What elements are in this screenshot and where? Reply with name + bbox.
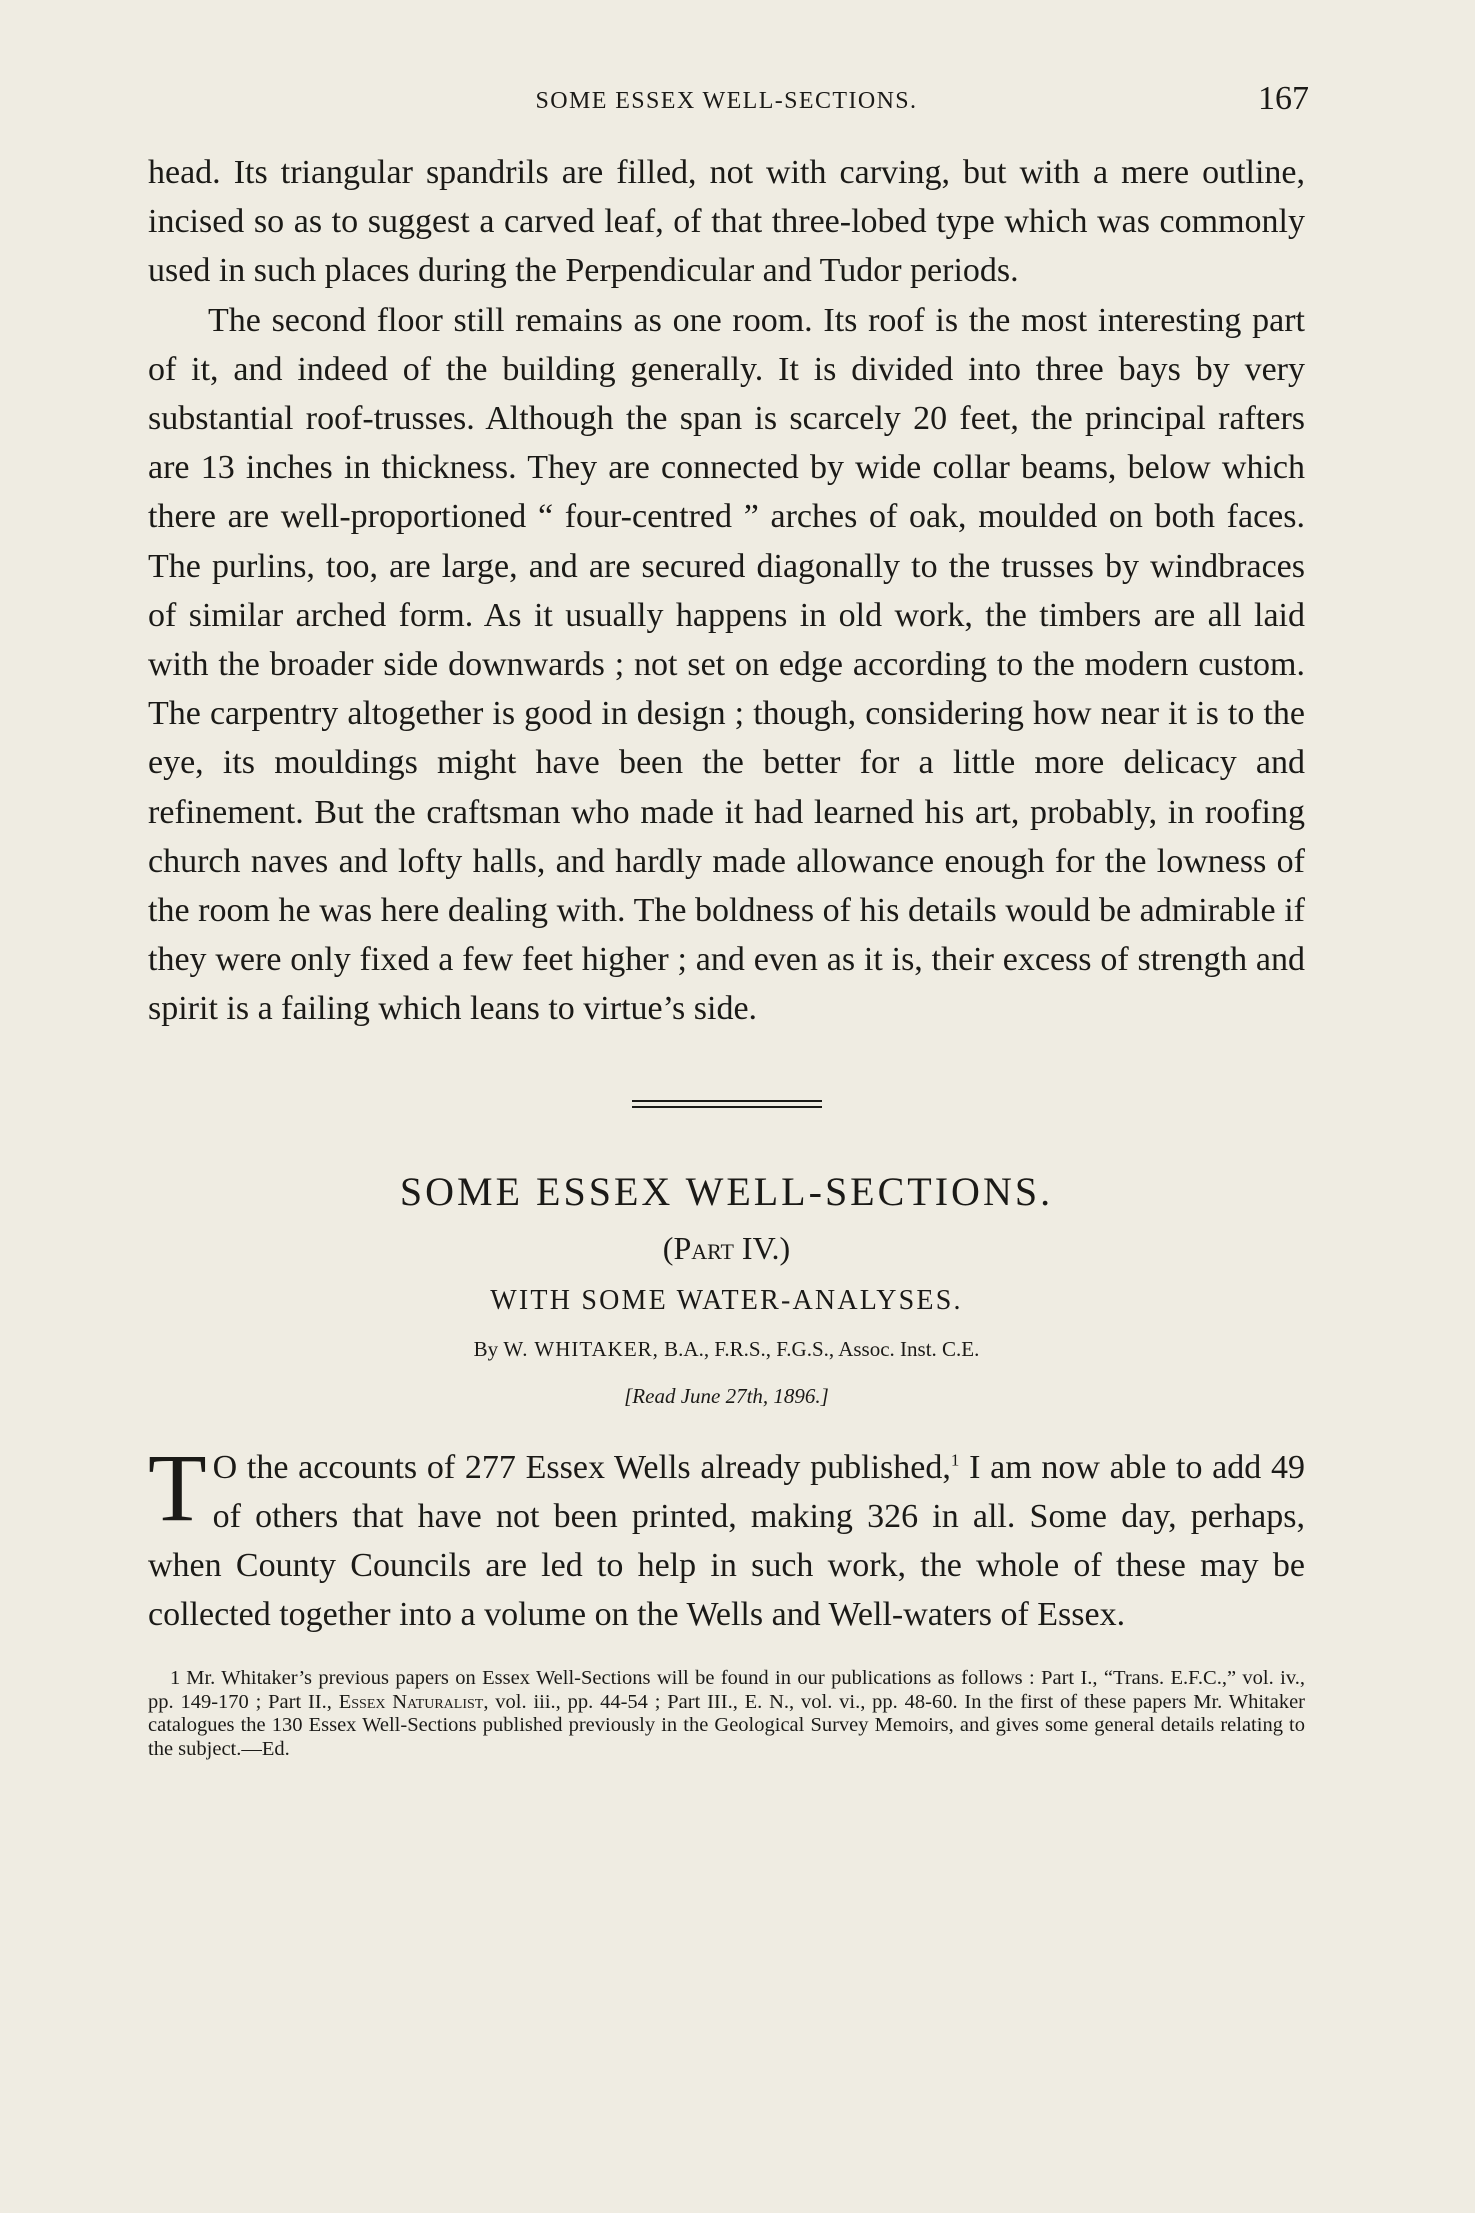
byline [148,1337,1305,1362]
author-credentials: B.A., F.R.S., F.G.S., Assoc. Inst. C.E. [664,1336,980,1361]
footnote-text-end: vol. iii., pp. 44-54 ; Part III., E. N., vol. vi., pp. 48-60. In the first of these papers Mr. Whitaker catalogues the 130 Essex Well-Sections published previously in the Geological Survey Memoirs, and gives some general details relating to the subject.—Ed. [148,1690,1305,1760]
running-head [148,78,1309,128]
running-title: SOME ESSEX WELL-SECTIONS. [535,88,918,114]
author-name: W. WHITAKER, [503,1336,659,1361]
opening-paragraph [148,1433,1305,1640]
body-paragraph-1: head. Its triangular spandrils are filled, not with carving, but with a mere outline, incised so as to suggest a carved leaf, of that three-lobed type which was commonly used in such places during the Perpendicular and Tudor periods. [148,154,1305,290]
byline-prefix: By [473,1336,499,1361]
read-date: [Read June 27th, 1896.] [624,1383,829,1408]
section-divider-rule [632,1100,822,1108]
footnote-number: 1 [170,1667,181,1690]
footnote-text-start: Mr. Whitaker’s previous papers on Essex Well-Sections will be found in our publications as follows : Part I., “Trans. E.F.C.,” vol. iv., pp. 149-170 ; Part II., [148,1667,1305,1713]
footnote-journal-name: Essex Naturalist, [338,1690,489,1713]
opening-text-end: I am now able to add 49 of others that have not been printed, making 326 in all. Some day, perhaps, when County Councils are led to help in such work, the whole of these may be collected together into a volume on the Wells and Well-waters of Essex. [148,1448,1305,1634]
opening-text-start: O the accounts of 277 Essex Wells already published, [212,1448,951,1486]
article-part: (Part IV.) [662,1229,791,1266]
article-title: SOME ESSEX WELL-SECTIONS. [399,1168,1054,1214]
page-number: 167 [1258,80,1309,117]
drop-cap: T [148,1433,207,1541]
article-subtitle: WITH SOME WATER-ANALYSES. [490,1284,963,1316]
footnote-reference: 1 [950,1450,960,1470]
body-paragraph-2: The second floor still remains as one room. Its roof is the most interesting part of it, and indeed of the building generally. It is divided into three bays by very substantial roof-trusses. Although the span is scarcely 20 feet, the principal rafters are 13 inches in thickness. They are connected by wide collar beams, below which there are well-proportioned “ four-centred ” arches of oak, moulded on both faces. The purlins, too, are large, and are secured diagonally to the trusses by windbraces of similar arched form. As it usually happens in old work, the timbers are all laid with the broader side downwards ; not set on edge according to the modern custom. The carpentry altogether is good in design ; though, considering how near it is to the eye, its mouldings might have been the better for a little more delicacy and refinement. But the craftsman who made it had learned his art, probably, in roofing church naves and lofty halls, and hardly made allowance enough for the lowness of the room he was here dealing with. The boldness of his details would be admirable if they were only fixed a few feet higher ; and even as it is, their excess of strength and spirit is a failing which leans to virtue’s side. [148,301,1305,1028]
footnote [148,1667,1305,1761]
